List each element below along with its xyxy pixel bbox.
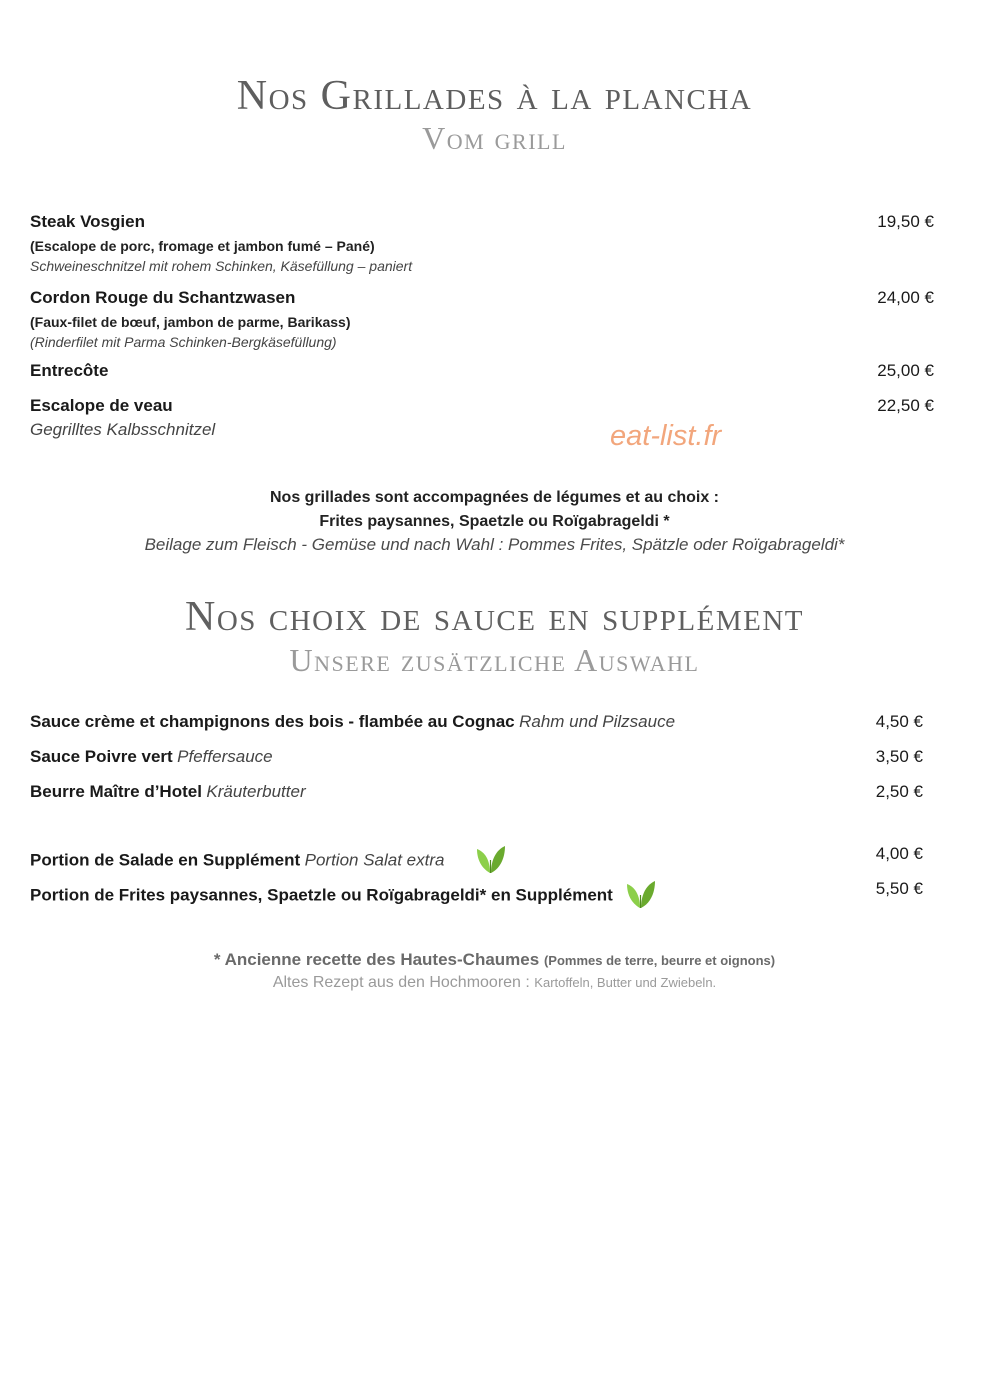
section-subtitle-auswahl: Unsere zusätzliche Auswahl [289, 642, 700, 678]
item-description-fr: (Escalope de porc, fromage et jambon fumé – Pané) [30, 238, 375, 254]
menu-item-escalope-de-veau [30, 396, 934, 440]
item-price: 19,50 € [877, 212, 934, 231]
leaf-icon [475, 844, 507, 879]
menu-item-entrecote [30, 361, 934, 381]
item-price: 4,00 € [875, 844, 923, 863]
item-description-de: Pfeffersauce [177, 747, 273, 766]
item-name: Portion de Salade en Supplément [30, 850, 301, 870]
item-description-de: Schweineschnitzel mit rohem Schinken, Käsefüllung – paniert [30, 258, 413, 274]
footnote-small-text-de: Kartoffeln, Butter und Zwiebeln. [534, 975, 717, 990]
footnote-text: * Ancienne recette des Hautes-Chaumes [213, 950, 540, 969]
watermark: eat-list.fr [610, 420, 722, 452]
item-price: 24,00 € [877, 288, 934, 307]
section-title-sauces: Nos choix de sauce en supplément [184, 594, 805, 640]
item-name: Sauce Poivre vert [30, 747, 173, 766]
accompaniment-line-1: Nos grillades sont accompagnées de légumes et au choix : [269, 489, 720, 506]
accompaniment-line-de: Beilage zum Fleisch - Gemüse und nach Wahl : Pommes Frites, Spätzle oder Roïgabrageldi* [144, 535, 845, 554]
menu-item-steak-vosgien [30, 212, 934, 274]
item-price: 2,50 € [875, 782, 923, 801]
item-description-de: Gegrilltes Kalbsschnitzel [30, 420, 216, 439]
sauce-item-creme-champignons [30, 712, 923, 732]
item-name: Beurre Maître d’Hotel [30, 782, 202, 801]
item-name: Escalope de veau [30, 396, 173, 415]
item-description-de: Rahm und Pilzsauce [519, 712, 676, 731]
extra-item-salade [30, 844, 923, 879]
item-price: 3,50 € [875, 747, 923, 766]
section-subtitle-vom-grill: Vom grill [422, 120, 567, 156]
sauce-item-beurre-maitre-hotel [30, 782, 923, 802]
item-description-fr: (Faux-filet de bœuf, jambon de parme, Barikass) [30, 314, 351, 330]
section-title-grillades: Nos Grillades à la plancha [236, 73, 753, 119]
footnote-text-de: Altes Rezept aus den Hochmooren : [272, 974, 530, 991]
item-name: Entrecôte [30, 361, 109, 380]
leaf-icon [625, 879, 657, 914]
item-price: 25,00 € [877, 361, 934, 380]
footnote-small-text: (Pommes de terre, beurre et oignons) [543, 953, 776, 968]
menu-item-cordon-rouge [30, 288, 934, 350]
footnote-line-1 [0, 950, 989, 970]
sauce-item-poivre-vert [30, 747, 923, 767]
item-name: Cordon Rouge du Schantzwasen [30, 288, 296, 307]
item-description-de: Kräuterbutter [206, 782, 306, 801]
item-name: Portion de Frites paysannes, Spaetzle ou Roïgabrageldi* en Supplément [30, 885, 613, 905]
item-price: 5,50 € [875, 879, 923, 898]
item-name: Sauce crème et champignons des bois - flambée au Cognac [30, 712, 515, 731]
footnote-line-2 [0, 974, 989, 992]
item-price: 4,50 € [875, 712, 923, 731]
item-price: 22,50 € [877, 396, 934, 415]
item-description-de: (Rinderfilet mit Parma Schinken-Bergkäsefüllung) [30, 334, 337, 350]
extra-item-frites [30, 879, 923, 914]
accompaniment-line-2: Frites paysannes, Spaetzle ou Roïgabrageldi * [319, 513, 670, 530]
item-description-de: Portion Salat extra [304, 850, 445, 870]
item-name: Steak Vosgien [30, 212, 145, 231]
